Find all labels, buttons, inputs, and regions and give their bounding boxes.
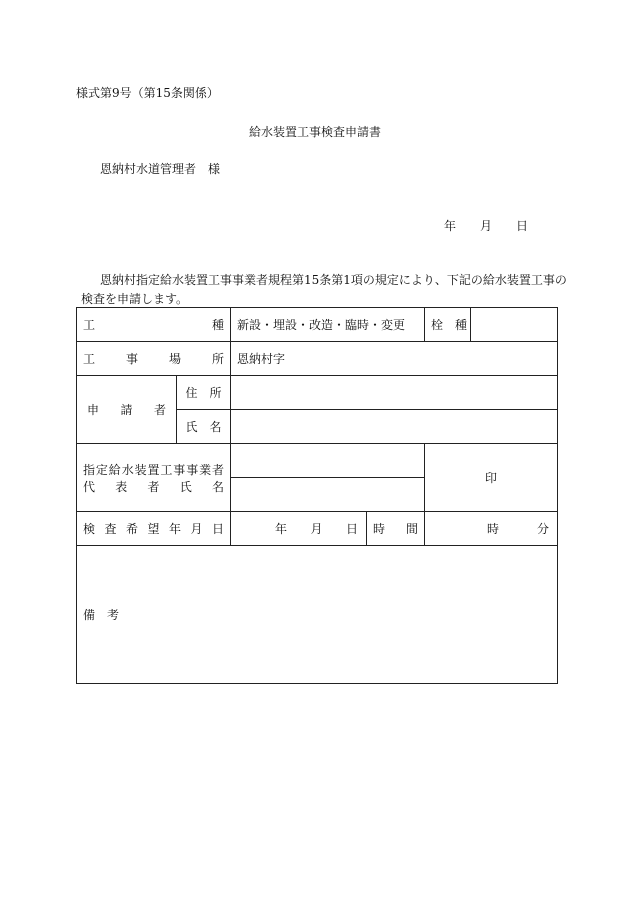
inspection-month-label: 月 <box>310 522 323 536</box>
inspection-date-row <box>77 512 558 546</box>
inspection-day-label: 日 <box>345 522 358 536</box>
address-field[interactable] <box>231 376 558 410</box>
time-label: 時 間 <box>367 512 425 546</box>
remarks-label: 備 考 <box>83 608 120 622</box>
application-date <box>444 217 528 234</box>
inspection-year-label: 年 <box>275 522 288 536</box>
contractor-label <box>77 444 231 512</box>
name-label: 氏 名 <box>177 410 231 444</box>
document-title: 給水装置工事検査申請書 <box>248 125 381 139</box>
plug-type-field[interactable] <box>471 308 558 342</box>
time-field[interactable] <box>425 512 558 546</box>
contractor-row <box>77 444 558 478</box>
name-field[interactable] <box>231 410 558 444</box>
site-row <box>77 342 558 376</box>
applicant-label: 申 請 者 <box>77 376 177 444</box>
date-year-label: 年 <box>444 219 457 233</box>
site-field[interactable]: 恩納村字 <box>231 342 558 376</box>
date-month-label: 月 <box>480 219 493 233</box>
inspection-date-field[interactable] <box>231 512 367 546</box>
site-label: 工 事 場 所 <box>77 342 231 376</box>
work-type-label: 工 種 <box>77 308 231 342</box>
seal-area: 印 <box>425 444 558 512</box>
inspection-date-label: 検査希望年月日 <box>77 512 231 546</box>
remarks-field[interactable] <box>77 546 558 684</box>
applicant-address-row <box>77 376 558 410</box>
representative-field[interactable] <box>231 478 425 512</box>
addressee: 恩納村水道管理者 様 <box>100 162 221 176</box>
work-type-options[interactable]: 新設・埋設・改造・臨時・変更 <box>231 308 425 342</box>
date-day-label: 日 <box>516 219 529 233</box>
form-number: 様式第9号（第15条関係） <box>76 86 219 100</box>
inspection-application-table <box>76 307 558 684</box>
contractor-label-line2: 代 表 者 氏 名 <box>83 479 225 494</box>
remarks-row <box>77 546 558 684</box>
work-type-row <box>77 308 558 342</box>
minute-label: 分 <box>537 522 550 536</box>
contractor-label-line1: 指定給水装置工事事業者 <box>83 462 225 477</box>
intro-text-line1: 恩納村指定給水装置工事事業者規程第15条第1項の規定により、下記の給水装置工事の <box>100 273 567 287</box>
address-label: 住 所 <box>177 376 231 410</box>
intro-text-line2: 検査を申請します。 <box>81 292 189 306</box>
hour-label: 時 <box>487 522 500 536</box>
plug-type-label: 栓 種 <box>425 308 471 342</box>
contractor-field[interactable] <box>231 444 425 478</box>
